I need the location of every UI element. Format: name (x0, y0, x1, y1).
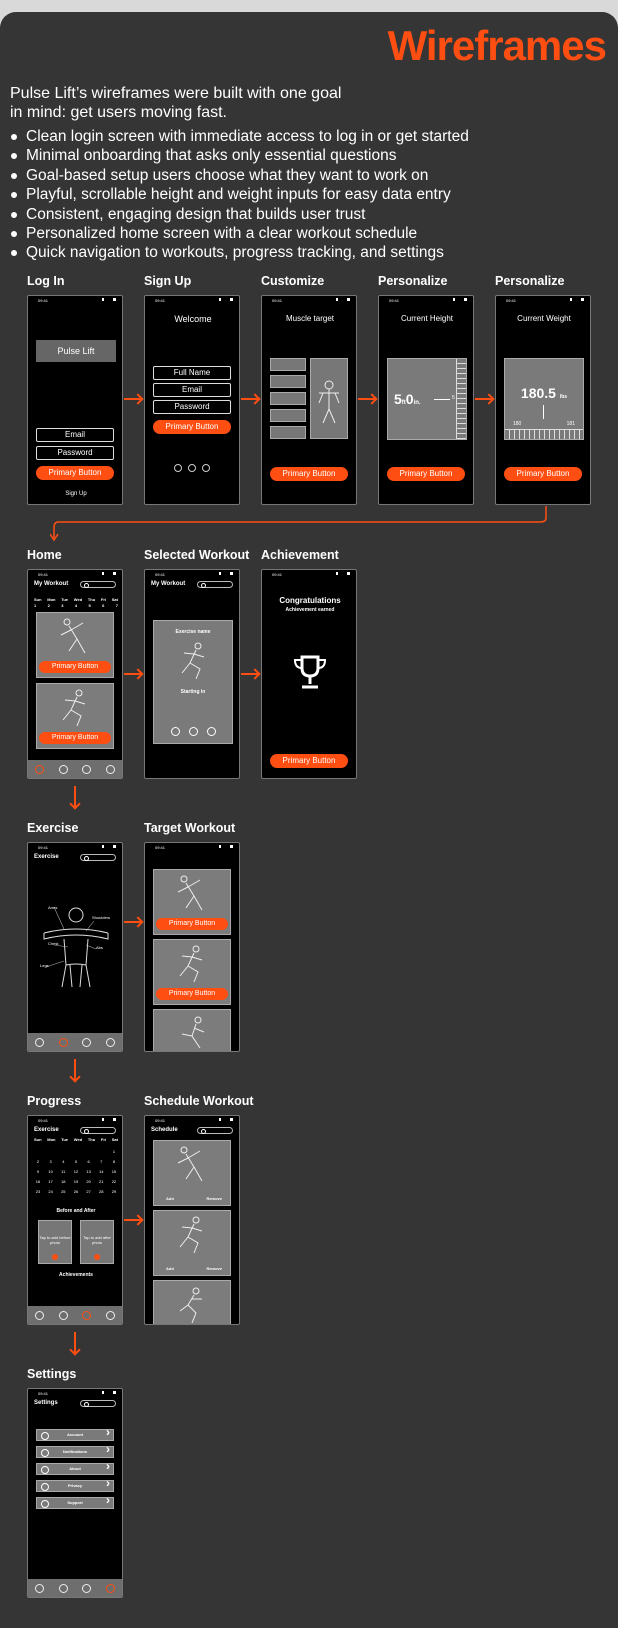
add-before-photo[interactable]: Tap to add before photo (38, 1220, 72, 1264)
search-input[interactable] (80, 1400, 116, 1407)
calendar-week (34, 1179, 118, 1189)
label-selected-workout: Selected Workout (144, 548, 250, 562)
settings-item-privacy[interactable]: Privacy › (36, 1480, 114, 1492)
password-field[interactable]: Password (36, 446, 114, 460)
calendar-day[interactable]: 23 (35, 1189, 41, 1194)
calendar-day[interactable]: 13 (86, 1169, 91, 1174)
calendar-day[interactable]: 29 (111, 1189, 117, 1194)
settings-tab-icon[interactable] (106, 765, 115, 774)
workout-card[interactable] (153, 939, 231, 1005)
bullet: Quick navigation to workouts, progress tracking, and settings (10, 243, 469, 262)
label-exercise: Exercise (27, 821, 79, 835)
primary-button[interactable]: Primary Button (39, 732, 111, 744)
calendar-day[interactable]: 2 (36, 1159, 40, 1164)
workout-card[interactable] (153, 1009, 231, 1052)
remove-button[interactable]: Remove (206, 1266, 222, 1271)
flow-arrow (124, 398, 142, 400)
full-name-field[interactable]: Full Name (153, 366, 231, 380)
calendar-day[interactable]: 7 (100, 1159, 103, 1164)
calendar-week (34, 1149, 118, 1159)
facebook-icon[interactable] (174, 464, 182, 472)
progress-tab-icon[interactable] (82, 1311, 91, 1320)
height-screen: 09:41 Current Height 5ft0in. 5 Primary Button (378, 295, 474, 505)
search-input[interactable] (80, 1127, 116, 1134)
primary-button[interactable]: Primary Button (504, 467, 582, 481)
exercise-tab-icon[interactable] (59, 1584, 68, 1593)
workout-card[interactable] (153, 869, 231, 935)
home-screen: 09:41 My Workout Sun Mon Tue Wed Thu Fri Sat 1 2 3 4 5 6 7 Primary Button Primary Button (27, 569, 123, 779)
calendar-day[interactable]: 4 (62, 1159, 65, 1164)
flow-arrow (241, 398, 259, 400)
achievement-screen: 09:41 Congratulations Achievement earned Primary Button (261, 569, 357, 779)
label-achievement: Achievement (261, 548, 339, 562)
calendar-day[interactable]: 24 (48, 1189, 53, 1194)
primary-button[interactable]: Primary Button (387, 467, 465, 481)
primary-button[interactable]: Primary Button (153, 420, 231, 434)
label-home: Home (27, 548, 62, 562)
calendar-week (34, 1169, 118, 1179)
previous-icon[interactable] (171, 727, 180, 736)
weight-heading: Current Weight (517, 314, 571, 323)
workout-tab-icon[interactable] (35, 1311, 44, 1320)
primary-button[interactable]: Primary Button (270, 467, 348, 481)
calendar-day[interactable]: 11 (61, 1169, 66, 1174)
exercise-tab-icon[interactable] (59, 1038, 68, 1047)
muscle-option[interactable] (270, 426, 306, 439)
settings-item-notifications[interactable]: Notifications › (36, 1446, 114, 1458)
calendar-day[interactable]: 20 (86, 1179, 91, 1184)
abs-label: Abs (96, 945, 103, 950)
workout-card[interactable] (36, 683, 114, 749)
primary-button[interactable]: Primary Button (156, 918, 228, 930)
exercise-screen: 09:41 Exercise Arms Shoulders Chest Abs Legs (27, 842, 123, 1052)
x-icon[interactable] (202, 464, 210, 472)
selected-workout-screen: 09:41 My Workout Exercise name Starting in (144, 569, 240, 779)
flow-connector (50, 504, 550, 544)
calendar-day[interactable]: 14 (99, 1169, 104, 1174)
flow-arrow (124, 673, 142, 675)
settings-title: Settings (34, 1400, 58, 1406)
progress-tab-icon[interactable] (82, 1038, 91, 1047)
label-schedule-workout: Schedule Workout (144, 1094, 254, 1108)
bullet: Consistent, engaging design that builds user trust (10, 205, 469, 224)
flow-arrow (124, 921, 142, 923)
calendar-day[interactable]: 9 (36, 1169, 40, 1174)
page-title: Wireframes (387, 22, 606, 69)
bullet: Clean login screen with immediate access to log in or get started (10, 127, 469, 146)
remove-button[interactable]: Remove (206, 1196, 222, 1201)
calendar-day[interactable] (47, 1149, 55, 1159)
progress-screen: 09:41 Exercise Sun Mon Tue Wed Thu Fri Sat 1 2 3 4 5 6 7 8 9 10 11 12 13 14 15 16 17 18 19 20 21 22 23 24 25 26 27 28 29 Before and After Tap to add before photo Tap to add after photo Achievements (27, 1115, 123, 1325)
chest-label: Chest (48, 941, 59, 946)
exercise-title: Exercise (34, 1127, 59, 1133)
calendar-day[interactable]: 15 (111, 1169, 117, 1174)
bullet: Playful, scrollable height and weight inputs for easy data entry (10, 185, 469, 204)
workout-card[interactable] (153, 1280, 231, 1325)
weekday-row: Sun Mon Tue Wed Thu Fri Sat (34, 1137, 118, 1142)
schedule-workout-screen: 09:41 Schedule Add Remove Add Remove (144, 1115, 240, 1325)
flow-arrow (475, 398, 493, 400)
primary-button[interactable]: Primary Button (270, 754, 348, 768)
flow-arrow (358, 398, 376, 400)
calendar-day[interactable]: 1 (112, 1149, 116, 1154)
calendar-day[interactable]: 22 (111, 1179, 117, 1184)
workout-tab-icon[interactable] (35, 765, 44, 774)
intro: Pulse Lift’s wireframes were built with one goal in mind: get users moving fast. (10, 85, 342, 121)
label-target-workout: Target Workout (144, 821, 236, 835)
feature-list (10, 127, 469, 263)
workout-card[interactable] (153, 1140, 231, 1206)
achievement-subtitle: Achievement earned (285, 607, 335, 613)
weight-screen: 09:41 Current Weight 180.5 lbs 180 181 Primary Button (495, 295, 591, 505)
calendar-day[interactable]: 19 (73, 1179, 79, 1184)
label-customize: Customize (261, 274, 325, 288)
calendar-day[interactable]: 6 (87, 1159, 90, 1164)
primary-button[interactable]: Primary Button (39, 661, 111, 673)
login-screen: 09:41 Pulse Lift Email Password Primary Button Sign Up (27, 295, 123, 505)
flow-arrow (241, 673, 259, 675)
settings-tab-icon[interactable] (106, 1038, 115, 1047)
workout-tab-icon[interactable] (35, 1038, 44, 1047)
calendar-day[interactable] (97, 1149, 105, 1159)
calendar-day[interactable]: 5 (74, 1159, 78, 1164)
workout-card[interactable] (153, 1210, 231, 1276)
bullet: Goal-based setup users choose what they want to work on (10, 166, 469, 185)
label-login: Log In (27, 274, 65, 288)
tab-bar (28, 1579, 122, 1597)
exercise-title: Exercise (34, 854, 59, 860)
calendar-week (34, 1189, 118, 1199)
label-personalize-height: Personalize (378, 274, 448, 288)
weekday-row: Sun Mon Tue Wed Thu Fri Sat (34, 597, 118, 602)
exercise-tab-icon[interactable] (59, 765, 68, 774)
calendar-day[interactable]: 16 (35, 1179, 41, 1184)
workout-tab-icon[interactable] (35, 1584, 44, 1593)
signup-link[interactable]: Sign Up (65, 491, 87, 497)
search-input[interactable] (80, 581, 116, 588)
target-workout-screen: 09:41 Primary Button Primary Button (144, 842, 240, 1052)
label-settings: Settings (27, 1367, 77, 1381)
calendar-day[interactable] (72, 1149, 80, 1159)
settings-item-about[interactable]: About › (36, 1463, 114, 1475)
calendar-day[interactable]: 27 (86, 1189, 91, 1194)
brand-logo: Pulse Lift (36, 340, 116, 362)
schedule-title: Schedule (151, 1127, 178, 1133)
flow-arrow-down (74, 1059, 76, 1081)
next-icon[interactable] (207, 727, 216, 736)
my-workout-title: My Workout (151, 581, 186, 587)
muscle-option[interactable] (270, 409, 306, 422)
customize-screen: 09:41 Muscle target Primary Button (261, 295, 357, 505)
flow-arrow-down (74, 786, 76, 808)
calendar-day[interactable]: 12 (73, 1169, 79, 1174)
password-field[interactable]: Password (153, 400, 231, 414)
calendar-day[interactable]: 8 (112, 1159, 116, 1164)
search-input[interactable] (197, 1127, 233, 1134)
height-heading: Current Height (400, 314, 454, 323)
calendar-day[interactable] (85, 1149, 93, 1159)
calendar-day[interactable]: 10 (48, 1169, 53, 1174)
calendar[interactable] (34, 1149, 118, 1199)
progress-tab-icon[interactable] (82, 765, 91, 774)
workout-detail-card: Exercise name Starting in (153, 620, 233, 744)
height-picker[interactable]: 5ft0in. 5 (387, 358, 467, 440)
date-row: 1 2 3 4 5 6 7 (34, 603, 118, 608)
before-after-heading: Before and After (56, 1208, 96, 1214)
bullet: Minimal onboarding that asks only essential questions (10, 146, 469, 165)
search-input[interactable] (80, 854, 116, 861)
calendar-week (34, 1159, 118, 1169)
email-field[interactable]: Email (153, 383, 231, 397)
flow-arrow (124, 1219, 142, 1221)
add-button[interactable]: Add (166, 1196, 174, 1201)
email-field[interactable]: Email (36, 428, 114, 442)
muscle-option[interactable] (270, 375, 306, 388)
label-signup: Sign Up (144, 274, 192, 288)
calendar-day[interactable] (59, 1149, 67, 1159)
tab-bar (28, 1033, 122, 1051)
calendar-day[interactable]: 25 (61, 1189, 66, 1194)
add-button[interactable]: Add (166, 1266, 174, 1271)
shoulders-label: Shoulders (92, 915, 111, 920)
calendar-day[interactable]: 21 (99, 1179, 104, 1184)
calendar-day[interactable]: 18 (61, 1179, 66, 1184)
my-workout-title: My Workout (34, 581, 69, 587)
instagram-icon[interactable] (188, 464, 196, 472)
welcome-heading: Welcome (174, 314, 212, 324)
calendar-day[interactable]: 17 (48, 1179, 53, 1184)
workout-card[interactable] (36, 612, 114, 678)
primary-button[interactable]: Primary Button (36, 466, 114, 480)
calendar-day[interactable]: 26 (73, 1189, 79, 1194)
trophy-icon (292, 654, 328, 692)
pause-icon[interactable] (189, 727, 198, 736)
progress-tab-icon[interactable] (82, 1584, 91, 1593)
achievements-heading: Achievements (59, 1272, 93, 1278)
muscle-option[interactable] (270, 392, 306, 405)
signup-screen: 09:41 Welcome Full Name Email Password Primary Button (144, 295, 240, 505)
tab-bar (28, 1306, 122, 1324)
settings-tab-icon[interactable] (106, 1584, 115, 1593)
search-input[interactable] (197, 581, 233, 588)
calendar-day[interactable]: 3 (49, 1159, 52, 1164)
legs-label: Legs (40, 963, 49, 968)
settings-item-account[interactable]: Account › (36, 1429, 114, 1441)
runner-icon (176, 641, 212, 681)
add-after-photo[interactable]: Tap to add after photo (80, 1220, 114, 1264)
muscle-option[interactable] (270, 358, 306, 371)
calendar-day[interactable] (34, 1149, 42, 1159)
arms-label: Arms (48, 905, 58, 910)
settings-screen: 09:41 Settings Account › Notifications › About › Privacy › Support › (27, 1388, 123, 1598)
weight-picker[interactable]: 180.5 lbs 180 181 (504, 358, 584, 440)
body-figure-icon (310, 358, 348, 439)
settings-item-support[interactable]: Support › (36, 1497, 114, 1509)
flow-arrow-down (74, 1332, 76, 1354)
settings-tab-icon[interactable] (106, 1311, 115, 1320)
congrats-title: Congratulations (279, 596, 341, 605)
exercise-tab-icon[interactable] (59, 1311, 68, 1320)
primary-button[interactable]: Primary Button (156, 988, 228, 1000)
label-personalize-weight: Personalize (495, 274, 565, 288)
bullet: Personalized home screen with a clear workout schedule (10, 224, 469, 243)
calendar-day[interactable]: 28 (99, 1189, 104, 1194)
label-progress: Progress (27, 1094, 82, 1108)
muscle-target-heading: Muscle target (285, 314, 335, 323)
tab-bar (28, 760, 122, 778)
